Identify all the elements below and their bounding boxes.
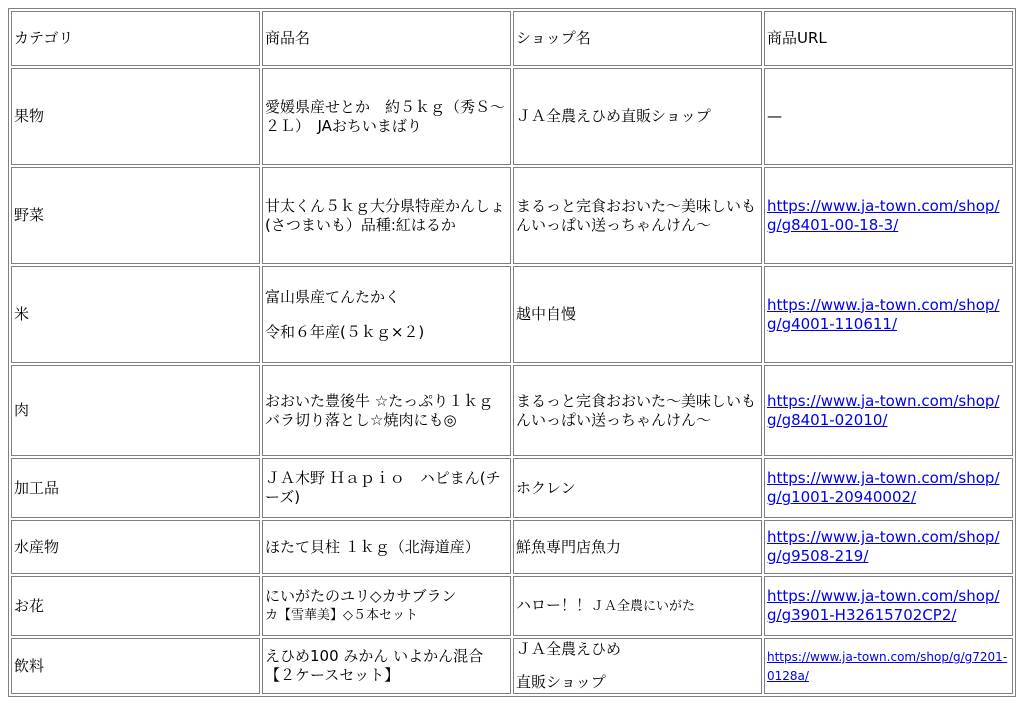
url-cell (764, 167, 1013, 264)
url-cell (764, 520, 1013, 574)
table-row (11, 576, 1013, 636)
shop-cell (513, 638, 762, 694)
product-cell: 愛媛県産せとか 約５ｋｇ（秀Ｓ～２Ｌ） JAおちいまばり (262, 68, 511, 165)
header-url: 商品URL (764, 11, 1013, 66)
product-link[interactable]: https://www.ja-town.com/shop/g/g9508-219/ (767, 528, 1000, 565)
product-cell: 甘太くん５ｋｇ大分県特産かんしょ(さつまいも）品種:紅はるか (262, 167, 511, 264)
category-cell: 野菜 (11, 167, 260, 264)
shop-cell: 鮮魚専門店魚力 (513, 520, 762, 574)
product-name-line: 富山県産てんたかく (265, 287, 401, 306)
category-cell: 肉 (11, 365, 260, 456)
category-cell: 米 (11, 266, 260, 363)
shop-name-line: 直販ショップ (516, 673, 606, 691)
table-row (11, 520, 1013, 574)
category-cell: 飲料 (11, 638, 260, 694)
shop-name-part: ＪＡ全農にいがた (591, 599, 696, 614)
product-cell: おおいた豊後牛 ☆たっぷり１ｋｇ バラ切り落とし☆焼肉にも◎ (262, 365, 511, 456)
shop-name-line: ＪＡ全農えひめ (516, 640, 622, 658)
table-row (11, 68, 1013, 165)
url-cell (764, 365, 1013, 456)
product-link[interactable]: https://www.ja-town.com/shop/g/g8401-00-18-3/ (767, 196, 1000, 234)
url-cell (764, 576, 1013, 636)
product-cell: ＪＡ木野 Ｈａｐｉｏ ハピまん(チーズ) (262, 458, 511, 518)
category-cell: 果物 (11, 68, 260, 165)
product-link[interactable]: https://www.ja-town.com/shop/g/g7201-0128a/ (767, 650, 1008, 683)
product-link[interactable]: https://www.ja-town.com/shop/g/g8401-02010/ (767, 391, 1000, 429)
category-cell: 水産物 (11, 520, 260, 574)
shop-cell: ホクレン (513, 458, 762, 518)
shop-cell: 越中自慢 (513, 266, 762, 363)
product-cell (262, 266, 511, 363)
header-row (11, 11, 1013, 66)
product-cell: えひめ100 みかん いよかん混合【２ケースセット】 (262, 638, 511, 694)
url-cell (764, 458, 1013, 518)
url-cell (764, 266, 1013, 363)
product-name-line: カ【雪華美】◇５本セット (265, 608, 418, 623)
product-link[interactable]: https://www.ja-town.com/shop/g/g1001-20940002/ (767, 469, 1000, 506)
table-row (11, 266, 1013, 363)
table-row (11, 638, 1013, 694)
shop-cell: ＪＡ全農えひめ直販ショップ (513, 68, 762, 165)
product-link[interactable]: https://www.ja-town.com/shop/g/g4001-110611/ (767, 295, 1000, 333)
product-name-line: にいがたのユリ◇カサブラン (265, 587, 457, 605)
header-category: カテゴリ (11, 11, 260, 66)
table-row (11, 458, 1013, 518)
product-table (8, 8, 1016, 697)
product-link[interactable]: https://www.ja-town.com/shop/g/g3901-H32615702CP2/ (767, 587, 1000, 624)
product-cell (262, 576, 511, 636)
category-cell: 加工品 (11, 458, 260, 518)
shop-cell (513, 576, 762, 636)
table-row (11, 167, 1013, 264)
shop-name-part: ハロー！！ (516, 596, 592, 614)
table-row (11, 365, 1013, 456)
category-cell: お花 (11, 576, 260, 636)
header-product: 商品名 (262, 11, 511, 66)
url-cell: — (764, 68, 1013, 165)
header-shop: ショップ名 (513, 11, 762, 66)
shop-cell: まるっと完食おおいた～美味しいもんいっぱい送っちゃんけん～ (513, 167, 762, 264)
product-name-line: 令和６年産(５ｋｇ×２) (265, 322, 425, 341)
shop-cell: まるっと完食おおいた～美味しいもんいっぱい送っちゃんけん～ (513, 365, 762, 456)
url-cell (764, 638, 1013, 694)
product-cell: ほたて貝柱 １ｋｇ（北海道産） (262, 520, 511, 574)
